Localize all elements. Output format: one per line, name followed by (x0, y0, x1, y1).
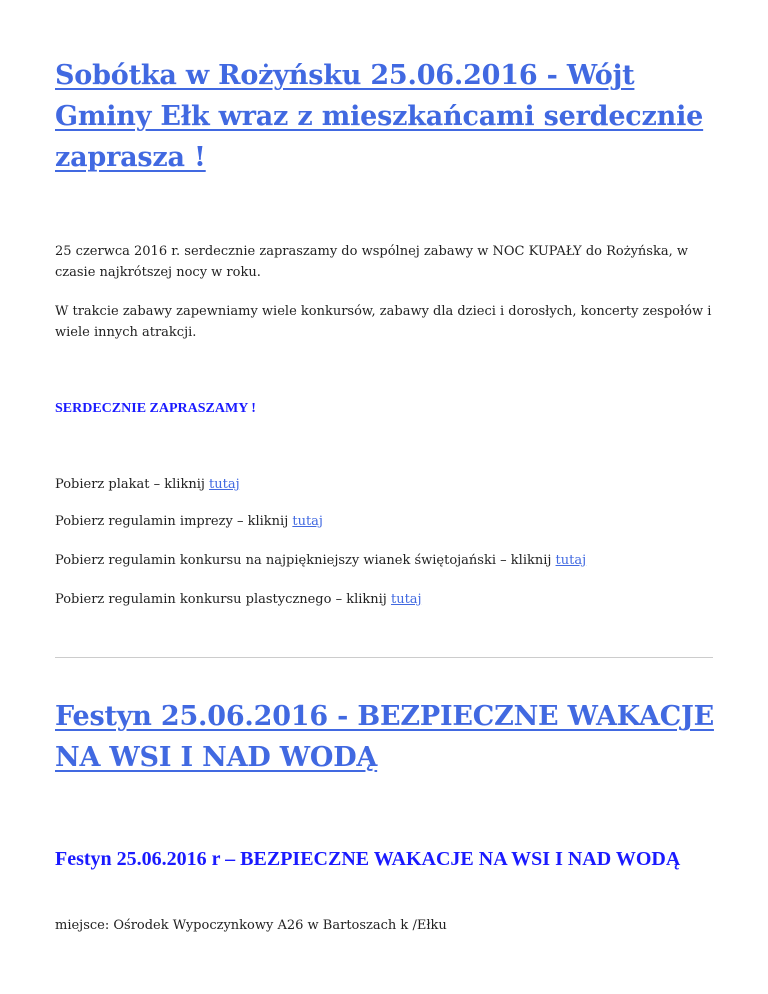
post-paragraph-intro: 25 czerwca 2016 r. serdecznie zapraszamy do wspólnej zabawy w NOC KUPAŁY do Rożyńska, w czasie najkrótszej nocy w roku. (55, 244, 688, 280)
post-title-sobotka (55, 55, 725, 178)
download-art-rules-line (55, 590, 422, 610)
download-event-rules-line (55, 512, 323, 532)
download-poster-line (55, 475, 240, 495)
post-divider (55, 657, 713, 658)
festyn-location: miejsce: Ośrodek Wypoczynkowy A26 w Bartoszach k /Ełku (55, 918, 447, 933)
download-poster-link[interactable]: tutaj (209, 477, 240, 492)
download-wreath-rules-text: Pobierz regulamin konkursu na najpiękniejszy wianek świętojański – kliknij (55, 553, 556, 568)
download-wreath-rules-line (55, 551, 586, 571)
download-art-rules-text: Pobierz regulamin konkursu plastycznego – kliknij (55, 592, 391, 607)
post-paragraph-attractions: W trakcie zabawy zapewniamy wiele konkursów, zabawy dla dzieci i dorosłych, koncerty zespołów i wiele innych atrakcji. (55, 304, 712, 340)
invite-text: SERDECZNIE ZAPRASZAMY ! (55, 401, 256, 416)
download-wreath-rules-link[interactable]: tutaj (555, 553, 587, 568)
download-poster-text: Pobierz plakat – kliknij (55, 477, 210, 492)
post-title-festyn-link[interactable]: Festyn 25.06.2016 - BEZPIECZNE WAKACJE NA WSI I NAD WODĄ (55, 701, 714, 773)
post-title-festyn (55, 696, 725, 778)
download-event-rules-text: Pobierz regulamin imprezy – kliknij (55, 514, 293, 529)
download-event-rules-link[interactable]: tutaj (292, 514, 323, 529)
festyn-subheading: Festyn 25.06.2016 r – BEZPIECZNE WAKACJE NA WSI I NAD WODĄ (55, 848, 681, 870)
post-title-sobotka-link[interactable]: Sobótka w Rożyńsku 25.06.2016 - Wójt Gminy Ełk wraz z mieszkańcami serdecznie zaprasza ! (55, 60, 704, 173)
download-art-rules-link[interactable]: tutaj (390, 592, 422, 607)
